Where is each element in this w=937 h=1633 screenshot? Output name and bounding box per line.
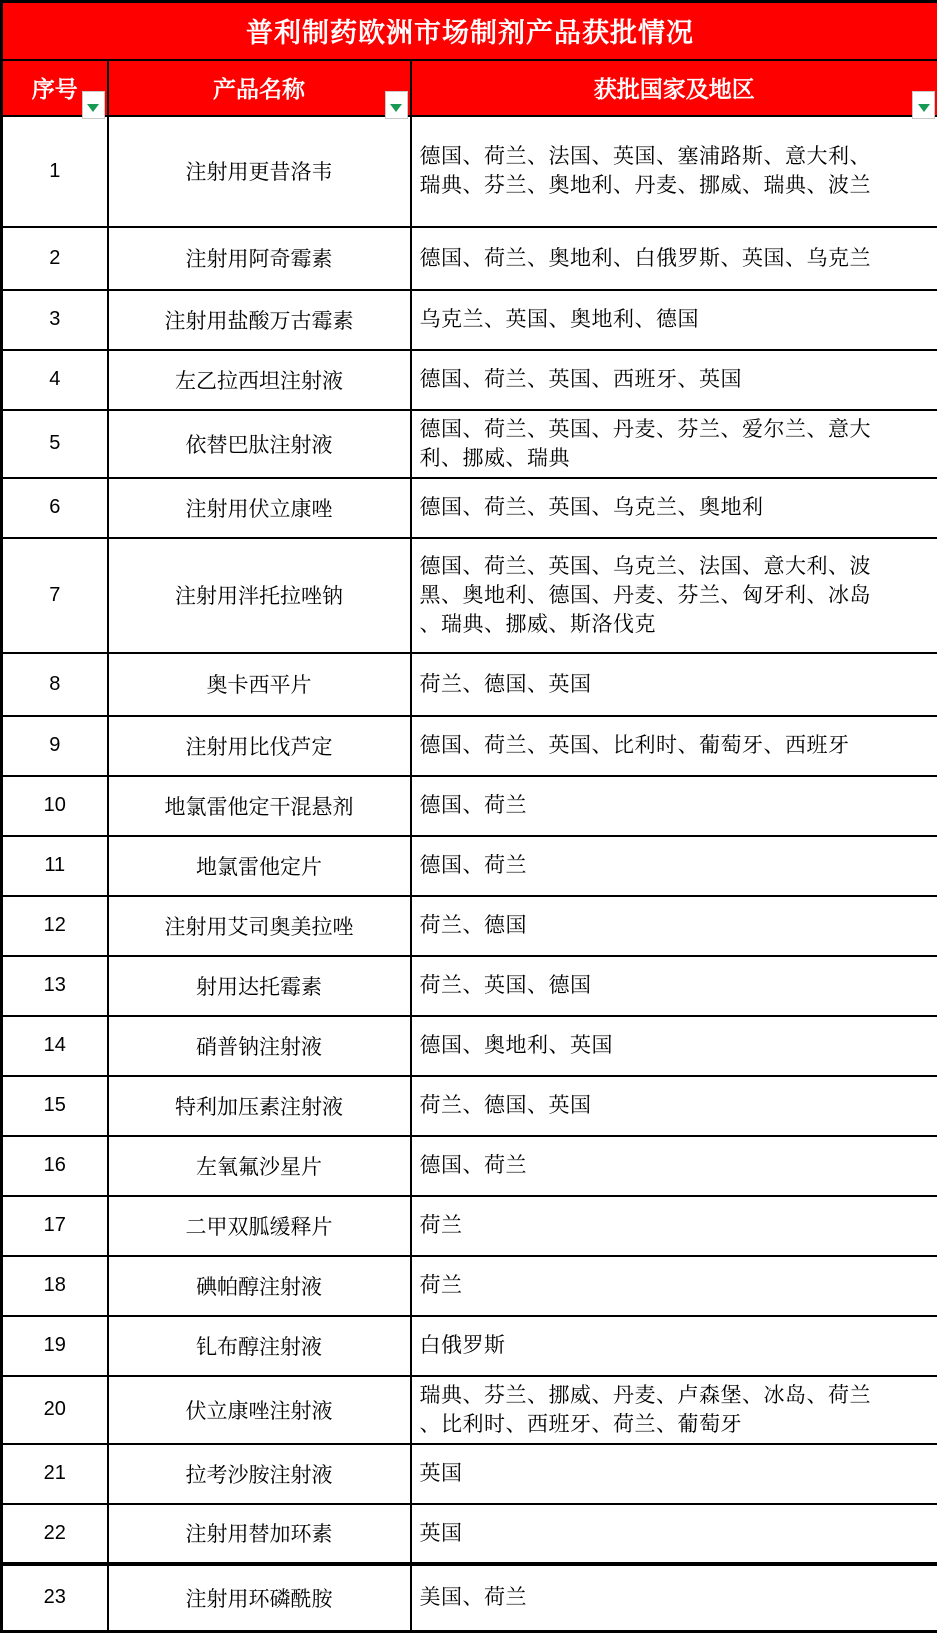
filter-dropdown-button[interactable] xyxy=(82,91,105,119)
triangle-down-icon xyxy=(390,104,402,112)
column-header-label: 产品名称 xyxy=(213,76,305,102)
countries-cell[interactable]: 白俄罗斯 xyxy=(411,1316,937,1376)
countries-cell[interactable]: 德国、荷兰、奥地利、白俄罗斯、英国、乌克兰 xyxy=(411,227,937,290)
product-name-cell[interactable]: 左乙拉西坦注射液 xyxy=(108,350,411,410)
countries-cell[interactable]: 德国、荷兰 xyxy=(411,836,937,896)
product-name-cell[interactable]: 特利加压素注射液 xyxy=(108,1076,411,1136)
countries-cell[interactable]: 德国、荷兰、法国、英国、塞浦路斯、意大利、瑞典、芬兰、奥地利、丹麦、挪威、瑞典、波兰 xyxy=(411,116,937,227)
table-row xyxy=(2,1076,937,1136)
countries-cell[interactable]: 荷兰、英国、德国 xyxy=(411,956,937,1016)
product-name-cell[interactable]: 注射用比伐芦定 xyxy=(108,716,411,776)
title-row xyxy=(2,2,937,60)
table-row xyxy=(2,956,937,1016)
product-name-cell[interactable]: 注射用伏立康唑 xyxy=(108,478,411,538)
row-index-cell[interactable]: 15 xyxy=(2,1076,108,1136)
countries-cell[interactable]: 荷兰 xyxy=(411,1196,937,1256)
countries-cell[interactable]: 德国、荷兰、英国、乌克兰、奥地利 xyxy=(411,478,937,538)
row-index-cell[interactable]: 7 xyxy=(2,538,108,653)
product-name-cell[interactable]: 射用达托霉素 xyxy=(108,956,411,1016)
table-row xyxy=(2,1564,937,1632)
product-name-cell[interactable]: 注射用更昔洛韦 xyxy=(108,116,411,227)
countries-cell[interactable]: 乌克兰、英国、奥地利、德国 xyxy=(411,290,937,350)
table-row xyxy=(2,227,937,290)
product-name-cell[interactable]: 拉考沙胺注射液 xyxy=(108,1444,411,1504)
product-name-cell[interactable]: 地氯雷他定片 xyxy=(108,836,411,896)
row-index-cell[interactable]: 3 xyxy=(2,290,108,350)
table-row xyxy=(2,776,937,836)
product-name-cell[interactable]: 注射用替加环素 xyxy=(108,1504,411,1564)
product-name-cell[interactable]: 伏立康唑注射液 xyxy=(108,1376,411,1444)
row-index-cell[interactable]: 18 xyxy=(2,1256,108,1316)
product-name-cell[interactable]: 注射用阿奇霉素 xyxy=(108,227,411,290)
product-name-cell[interactable]: 地氯雷他定干混悬剂 xyxy=(108,776,411,836)
countries-cell[interactable]: 德国、荷兰、英国、西班牙、英国 xyxy=(411,350,937,410)
row-index-cell[interactable]: 11 xyxy=(2,836,108,896)
countries-cell[interactable]: 英国 xyxy=(411,1504,937,1564)
column-header-approved-regions xyxy=(411,60,937,116)
filter-dropdown-button[interactable] xyxy=(385,91,408,119)
table-row xyxy=(2,1376,937,1444)
row-index-cell[interactable]: 5 xyxy=(2,410,108,478)
product-name-cell[interactable]: 钆布醇注射液 xyxy=(108,1316,411,1376)
table-row xyxy=(2,116,937,227)
table-row xyxy=(2,538,937,653)
table-row xyxy=(2,1016,937,1076)
row-index-cell[interactable]: 9 xyxy=(2,716,108,776)
countries-cell[interactable]: 英国 xyxy=(411,1444,937,1504)
filter-dropdown-button[interactable] xyxy=(912,91,935,119)
countries-cell[interactable]: 德国、荷兰、英国、丹麦、芬兰、爱尔兰、意大利、挪威、瑞典 xyxy=(411,410,937,478)
row-index-cell[interactable]: 19 xyxy=(2,1316,108,1376)
product-name-cell[interactable]: 奥卡西平片 xyxy=(108,653,411,716)
countries-cell[interactable]: 德国、荷兰、英国、比利时、葡萄牙、西班牙 xyxy=(411,716,937,776)
column-header-product-name xyxy=(108,60,411,116)
triangle-down-icon xyxy=(87,104,99,112)
row-index-cell[interactable]: 2 xyxy=(2,227,108,290)
countries-cell[interactable]: 荷兰 xyxy=(411,1256,937,1316)
header-row xyxy=(2,60,937,116)
product-name-cell[interactable]: 注射用艾司奥美拉唑 xyxy=(108,896,411,956)
product-name-cell[interactable]: 注射用盐酸万古霉素 xyxy=(108,290,411,350)
table-row xyxy=(2,290,937,350)
countries-cell[interactable]: 德国、荷兰 xyxy=(411,1136,937,1196)
product-name-cell[interactable]: 注射用泮托拉唑钠 xyxy=(108,538,411,653)
table-row xyxy=(2,1444,937,1504)
countries-cell[interactable]: 瑞典、芬兰、挪威、丹麦、卢森堡、冰岛、荷兰、比利时、西班牙、荷兰、葡萄牙 xyxy=(411,1376,937,1444)
table-row xyxy=(2,1504,937,1564)
row-index-cell[interactable]: 6 xyxy=(2,478,108,538)
table-row xyxy=(2,896,937,956)
row-index-cell[interactable]: 20 xyxy=(2,1376,108,1444)
row-index-cell[interactable]: 4 xyxy=(2,350,108,410)
row-index-cell[interactable]: 8 xyxy=(2,653,108,716)
table-row xyxy=(2,410,937,478)
product-name-cell[interactable]: 碘帕醇注射液 xyxy=(108,1256,411,1316)
row-index-cell[interactable]: 16 xyxy=(2,1136,108,1196)
table-row xyxy=(2,478,937,538)
row-index-cell[interactable]: 23 xyxy=(2,1564,108,1632)
product-name-cell[interactable]: 二甲双胍缓释片 xyxy=(108,1196,411,1256)
countries-cell[interactable]: 荷兰、德国 xyxy=(411,896,937,956)
table-row xyxy=(2,716,937,776)
product-name-cell[interactable]: 左氧氟沙星片 xyxy=(108,1136,411,1196)
row-index-cell[interactable]: 10 xyxy=(2,776,108,836)
row-index-cell[interactable]: 22 xyxy=(2,1504,108,1564)
table-row xyxy=(2,1136,937,1196)
triangle-down-icon xyxy=(918,104,930,112)
table-title: 普利制药欧洲市场制剂产品获批情况 xyxy=(2,2,937,60)
product-name-cell[interactable]: 注射用环磷酰胺 xyxy=(108,1564,411,1632)
countries-cell[interactable]: 德国、奥地利、英国 xyxy=(411,1016,937,1076)
countries-cell[interactable]: 美国、荷兰 xyxy=(411,1564,937,1632)
product-name-cell[interactable]: 硝普钠注射液 xyxy=(108,1016,411,1076)
table-row xyxy=(2,1316,937,1376)
table-row xyxy=(2,1256,937,1316)
countries-cell[interactable]: 德国、荷兰、英国、乌克兰、法国、意大利、波黑、奥地利、德国、丹麦、芬兰、匈牙利、冰岛、瑞典、挪威、斯洛伐克 xyxy=(411,538,937,653)
countries-cell[interactable]: 荷兰、德国、英国 xyxy=(411,653,937,716)
column-header-index xyxy=(2,60,108,116)
row-index-cell[interactable]: 13 xyxy=(2,956,108,1016)
table-row xyxy=(2,836,937,896)
table-row xyxy=(2,653,937,716)
row-index-cell[interactable]: 12 xyxy=(2,896,108,956)
countries-cell[interactable]: 荷兰、德国、英国 xyxy=(411,1076,937,1136)
row-index-cell[interactable]: 17 xyxy=(2,1196,108,1256)
table-row xyxy=(2,1196,937,1256)
table-row xyxy=(2,350,937,410)
countries-cell[interactable]: 德国、荷兰 xyxy=(411,776,937,836)
product-name-cell[interactable]: 依替巴肽注射液 xyxy=(108,410,411,478)
row-index-cell[interactable]: 14 xyxy=(2,1016,108,1076)
row-index-cell[interactable]: 21 xyxy=(2,1444,108,1504)
column-header-label: 序号 xyxy=(32,76,78,102)
row-index-cell[interactable]: 1 xyxy=(2,116,108,227)
column-header-label: 获批国家及地区 xyxy=(594,76,755,102)
